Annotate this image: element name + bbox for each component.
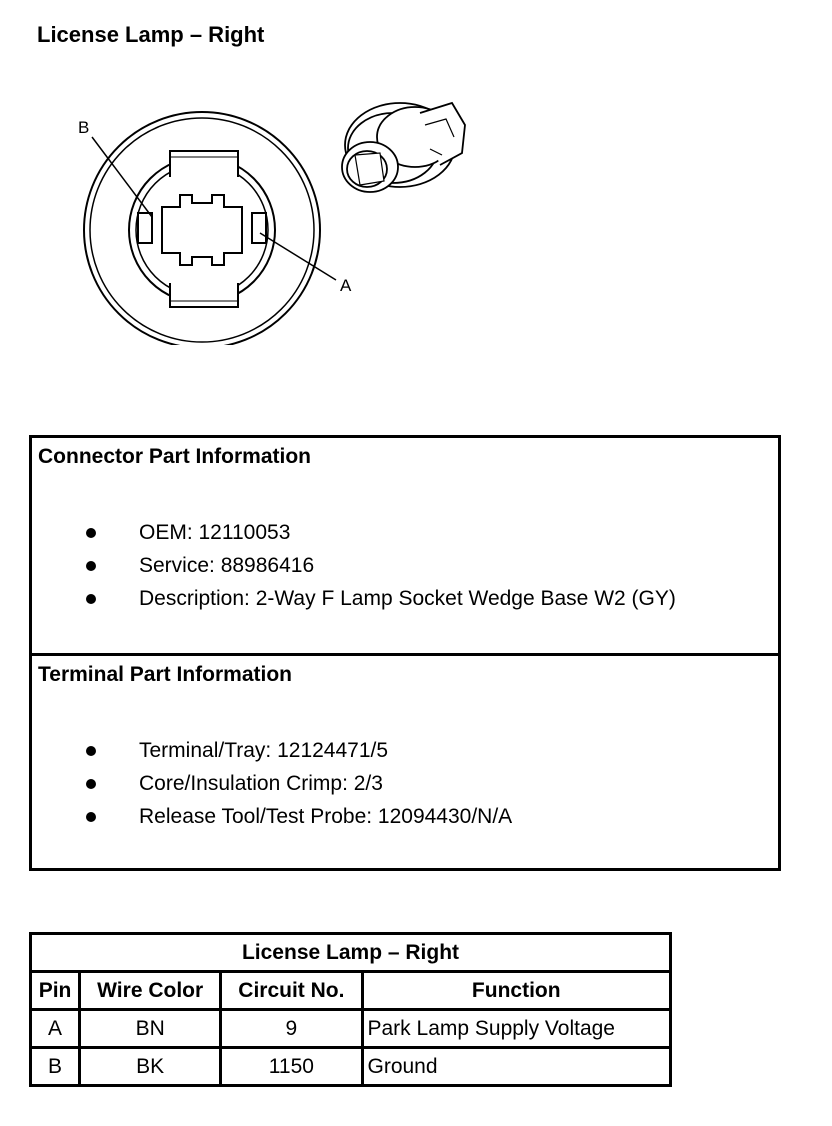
header-function: Function <box>362 972 671 1010</box>
cell-function: Ground <box>362 1048 671 1086</box>
header-circuit: Circuit No. <box>221 972 362 1010</box>
terminal-section-title: Terminal Part Information <box>38 663 292 686</box>
connector-face-diagram <box>70 95 490 345</box>
cell-pin: B <box>31 1048 80 1086</box>
table-row <box>31 1048 671 1086</box>
page-title: License Lamp – Right <box>37 22 265 47</box>
bullet-icon <box>86 812 96 822</box>
cell-circuit: 1150 <box>221 1048 362 1086</box>
connector-part-list <box>86 516 676 615</box>
list-item: OEM: 12110053 <box>86 516 676 549</box>
pin-table <box>29 932 672 1087</box>
pin-table-title: License Lamp – Right <box>31 934 671 972</box>
cell-wire-color: BK <box>80 1048 221 1086</box>
list-item: Service: 88986416 <box>86 549 676 582</box>
bullet-icon <box>86 746 96 756</box>
terminal-part-section <box>32 656 778 868</box>
bullet-icon <box>86 561 96 571</box>
part-info-box <box>29 435 781 871</box>
terminal-cavity <box>162 195 242 265</box>
cell-pin: A <box>31 1010 80 1048</box>
list-item: Core/Insulation Crimp: 2/3 <box>86 767 512 800</box>
bullet-icon <box>86 528 96 538</box>
socket-isometric <box>342 103 465 192</box>
bullet-icon <box>86 779 96 789</box>
callout-b-label: B <box>78 118 90 137</box>
connector-part-section <box>32 438 778 656</box>
callout-a-label: A <box>340 276 352 295</box>
cell-wire-color: BN <box>80 1010 221 1048</box>
terminal-part-list <box>86 734 512 833</box>
list-item: Terminal/Tray: 12124471/5 <box>86 734 512 767</box>
cell-circuit: 9 <box>221 1010 362 1048</box>
list-item: Description: 2-Way F Lamp Socket Wedge Base W2 (GY) <box>86 582 676 615</box>
list-item: Release Tool/Test Probe: 12094430/N/A <box>86 800 512 833</box>
bullet-icon <box>86 594 96 604</box>
header-wire-color: Wire Color <box>80 972 221 1010</box>
leader-b <box>92 137 152 217</box>
table-row <box>31 1010 671 1048</box>
cell-function: Park Lamp Supply Voltage <box>362 1010 671 1048</box>
header-pin: Pin <box>31 972 80 1010</box>
connector-section-title: Connector Part Information <box>38 445 312 468</box>
leader-a <box>260 233 336 280</box>
